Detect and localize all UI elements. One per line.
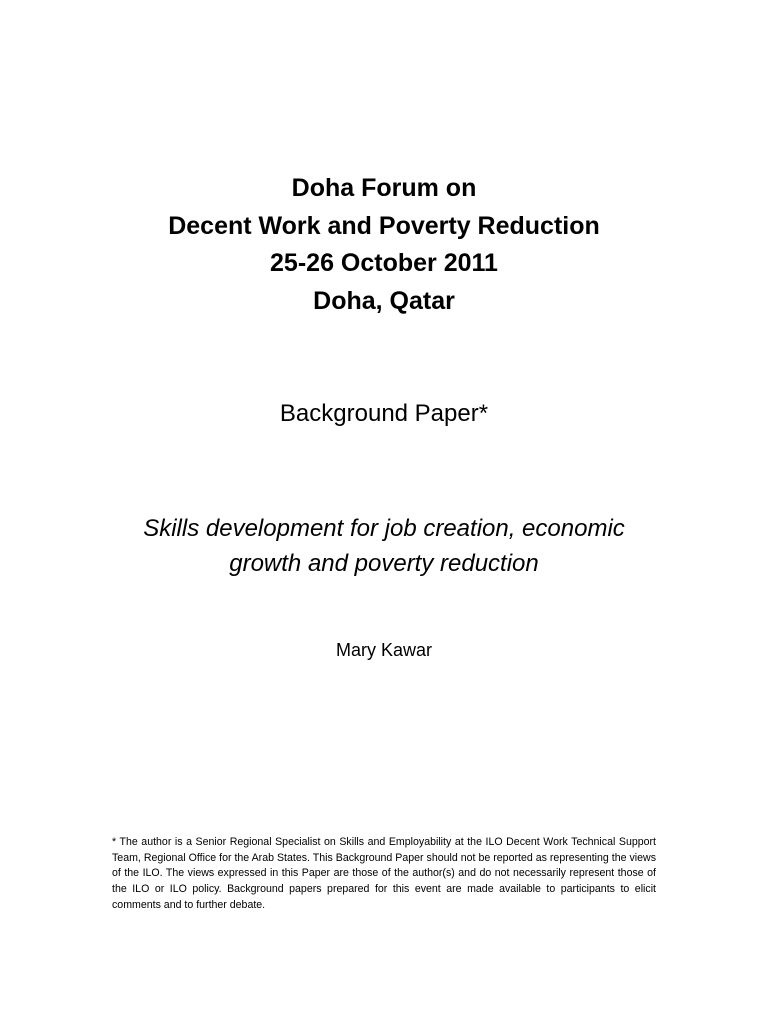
author-name: Mary Kawar [335,640,433,660]
paper-title-line-1: Skills development for job creation, economic [143,515,625,542]
forum-location-line: Doha, Qatar [313,286,455,315]
forum-title-line-1: Doha Forum on [291,174,477,202]
paper-title-line-2: growth and poverty reduction [229,550,539,577]
forum-date-line: 25-26 October 2011 [270,249,498,277]
document-subtitle: Background Paper* [279,400,489,427]
forum-title-block [0,170,768,320]
forum-title-line-2: Decent Work and Poverty Reduction [168,211,600,240]
paper-title [0,511,768,581]
footnote: * The author is a Senior Regional Specialist on Skills and Employability at the ILO Decent Work Technical Support Team, Regional Office for the Arab States. This Background Paper should not be reported as representing the views of the ILO. The views expressed in this Paper are those of the author(s) and do not necessarily represent those of the ILO or ILO policy. Background papers prepared for this event are made available to participants to elicit comments and to further debate. [112,836,656,911]
